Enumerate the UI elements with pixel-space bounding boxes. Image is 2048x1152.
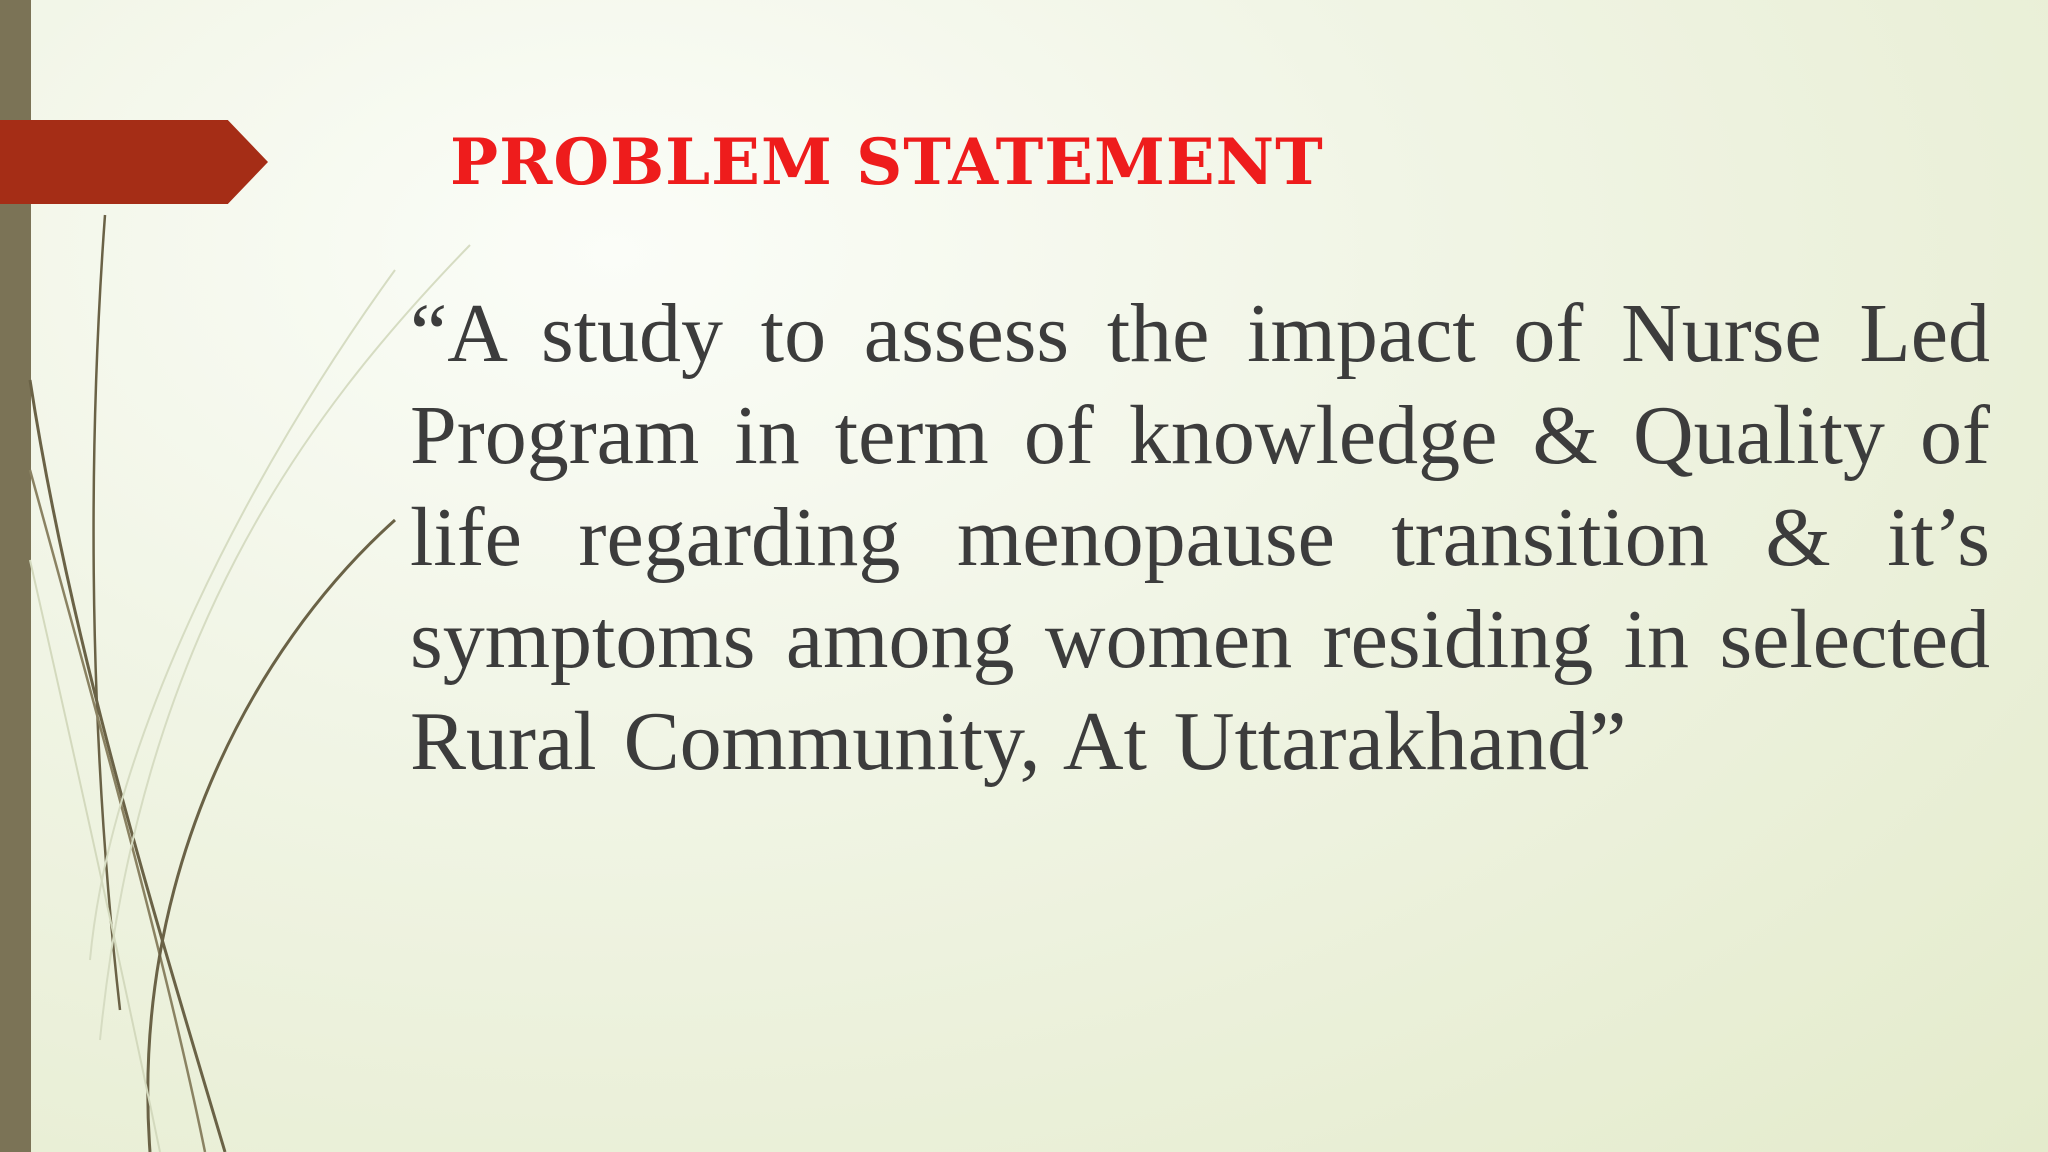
slide-title: PROBLEM STATEMENT — [450, 125, 1324, 200]
grass-stroke — [30, 380, 225, 1152]
problem-statement-text: “A study to assess the impact of Nurse Led Program in term of knowledge & Quality of life regarding menopause transition & it’s symptoms among women residing in selected Rural Community, At Uttarakhand” — [410, 287, 1990, 788]
title-arrow-marker — [0, 120, 268, 204]
grass-stroke — [30, 470, 205, 1152]
grass-stroke — [94, 215, 120, 1010]
